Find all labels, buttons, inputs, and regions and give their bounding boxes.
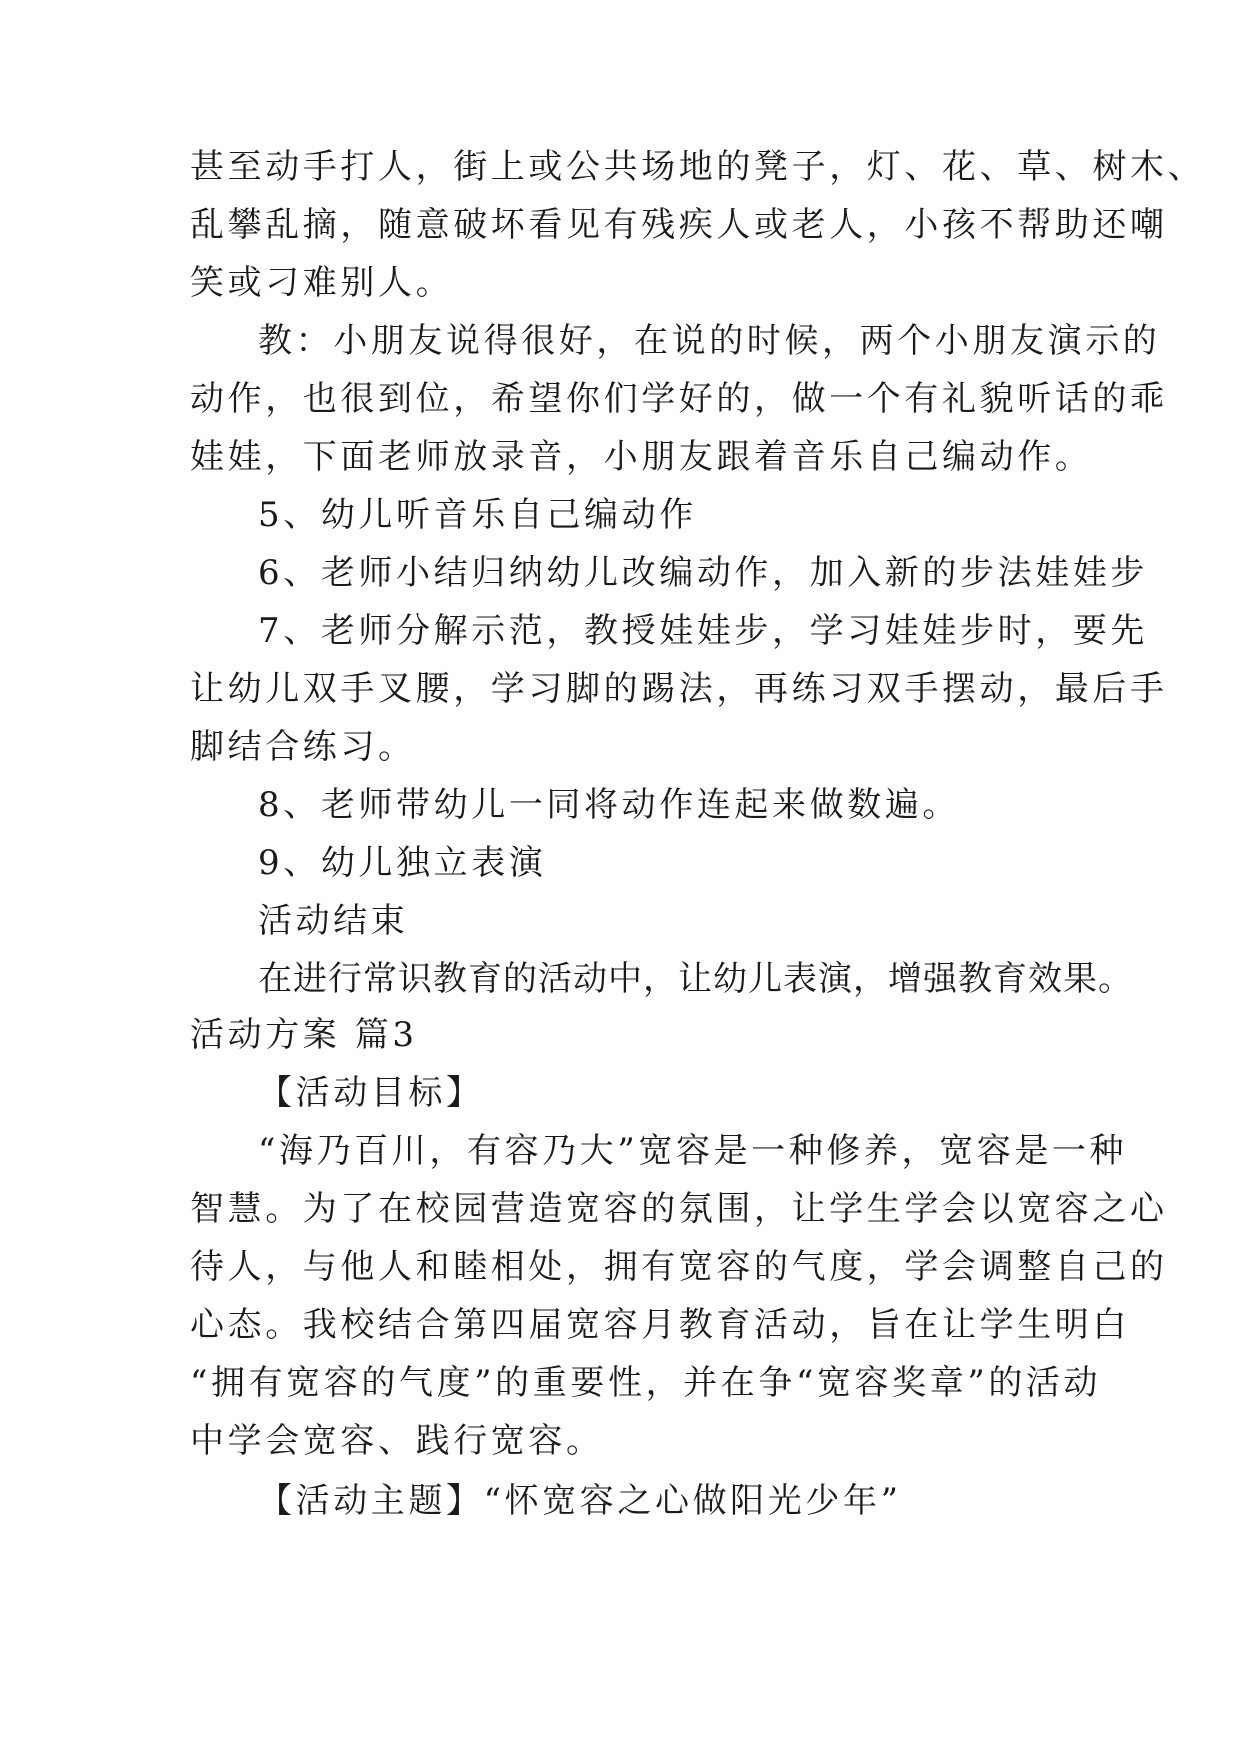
subsection-heading: 【活动主题】“怀宽容之心做阳光少年” bbox=[258, 1481, 902, 1521]
paragraph-line: “海乃百川，有容乃大”宽容是一种修养，宽容是一种 bbox=[258, 1131, 1128, 1171]
section-heading: 活动方案 篇3 bbox=[190, 1015, 418, 1055]
paragraph-line: 6、老师小结归纳幼儿改编动作，加入新的步法娃娃步 bbox=[258, 553, 1149, 593]
paragraph-line: 让幼儿双手叉腰，学习脚的踢法，再练习双手摆动，最后手 bbox=[190, 669, 1168, 709]
paragraph-line: 7、老师分解示范，教授娃娃步，学习娃娃步时，要先 bbox=[258, 611, 1149, 651]
paragraph-line: 乱攀乱摘，随意破坏看见有残疾人或老人，小孩不帮助还嘲 bbox=[190, 205, 1168, 245]
paragraph-line: 5、幼儿听音乐自己编动作 bbox=[258, 495, 697, 535]
paragraph-line: 8、老师带幼儿一同将动作连起来做数遍。 bbox=[258, 785, 961, 825]
section-label: 活动结束 bbox=[258, 901, 409, 941]
paragraph-line: 智慧。为了在校园营造宽容的氛围，让学生学会以宽容之心 bbox=[190, 1189, 1168, 1229]
paragraph-line: 中学会宽容、践行宽容。 bbox=[190, 1421, 604, 1461]
paragraph-line: 娃娃，下面老师放录音，小朋友跟着音乐自己编动作。 bbox=[190, 437, 1093, 477]
paragraph-line: 待人，与他人和睦相处，拥有宽容的气度，学会调整自己的 bbox=[190, 1247, 1168, 1287]
paragraph-line: “拥有宽容的气度”的重要性，并在争“宽容奖章”的活动 bbox=[190, 1363, 1102, 1403]
paragraph-line: 教：小朋友说得很好，在说的时候，两个小朋友演示的 bbox=[258, 321, 1161, 361]
paragraph-line: 动作，也很到位，希望你们学好的，做一个有礼貌听话的乖 bbox=[190, 379, 1168, 419]
paragraph-line: 心态。我校结合第四届宽容月教育活动，旨在让学生明白 bbox=[190, 1305, 1130, 1345]
paragraph-line: 9、幼儿独立表演 bbox=[258, 843, 547, 883]
paragraph-line: 甚至动手打人，街上或公共场地的凳子，灯、花、草、树木、 bbox=[190, 147, 1206, 187]
paragraph-line: 在进行常识教育的活动中，让幼儿表演，增强教育效果。 bbox=[258, 959, 1133, 999]
subsection-heading: 【活动目标】 bbox=[258, 1073, 484, 1113]
paragraph-line: 笑或刁难别人。 bbox=[190, 263, 454, 303]
paragraph-line: 脚结合练习。 bbox=[190, 727, 416, 767]
